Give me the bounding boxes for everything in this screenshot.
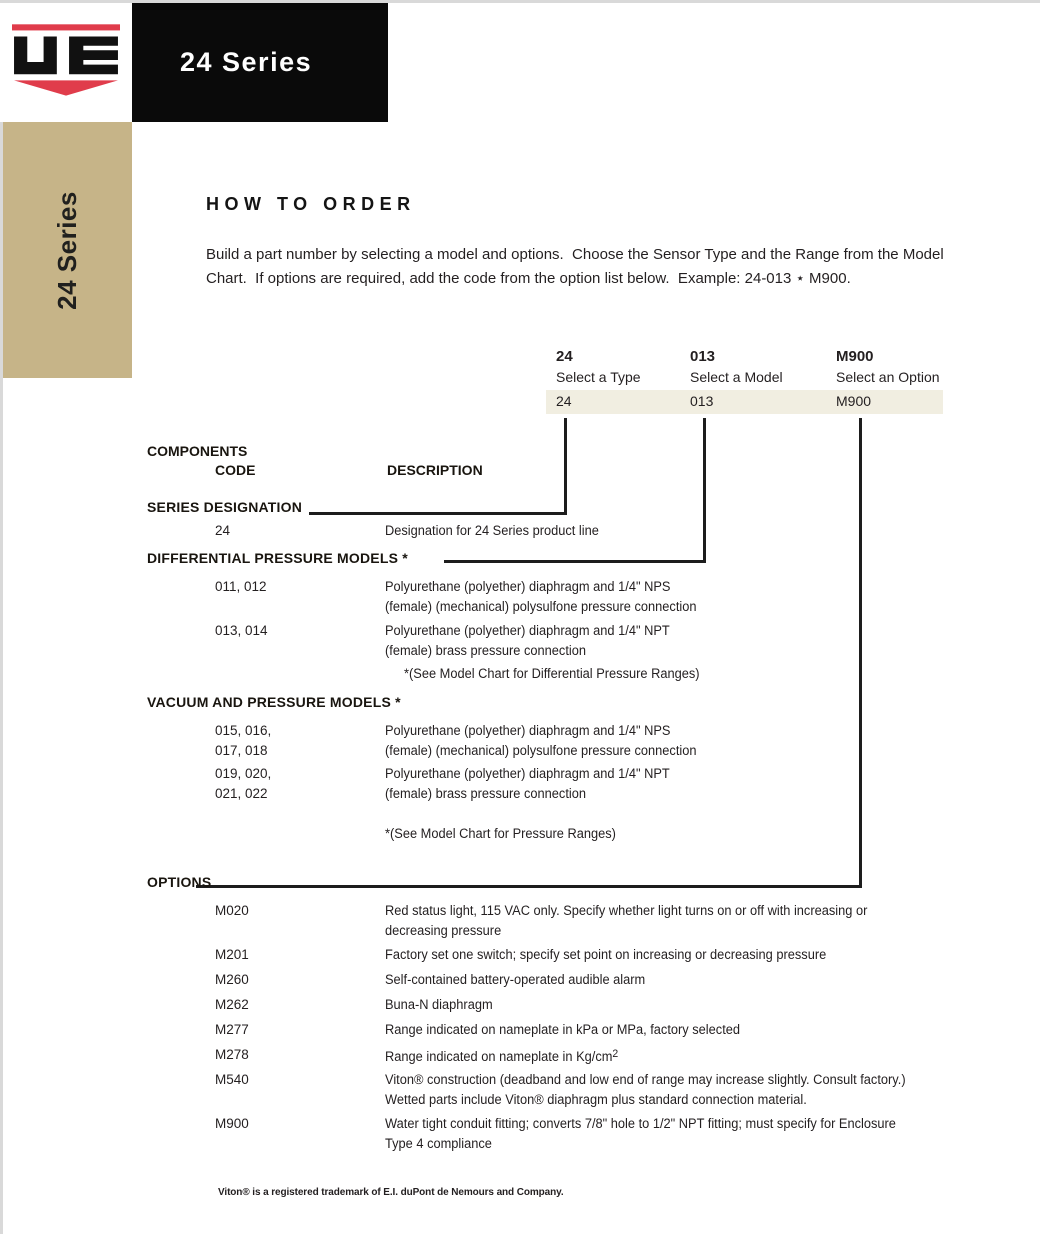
code-cell: M020 [215, 903, 249, 918]
description-cell: Factory set one switch; specify set point on increasing or decreasing pressure [385, 947, 827, 962]
connector-series-hline [309, 512, 567, 515]
code-cell: M262 [215, 997, 249, 1012]
code-cell: M278 [215, 1047, 249, 1062]
column-header-code: CODE [215, 462, 256, 478]
column-header-components: COMPONENTS [147, 443, 248, 459]
intro-line-1: Build a part number by selecting a model and options. Choose the Sensor Type and the Range from the Model [206, 246, 944, 263]
selector-type-code: 24 [556, 348, 573, 365]
logo-box [0, 3, 132, 122]
intro-paragraph [206, 243, 944, 291]
section-title-differential: DIFFERENTIAL PRESSURE MODELS * [147, 550, 408, 566]
ue-logo-icon [12, 24, 120, 98]
connector-option-vline [859, 418, 862, 888]
selector-model-value: 013 [690, 393, 714, 409]
connector-model-vline [703, 418, 706, 563]
section-title-options: OPTIONS [147, 874, 212, 890]
description-cell: Self-contained battery-operated audible alarm [385, 972, 646, 987]
selector-option-code: M900 [836, 348, 874, 365]
description-cell: Polyurethane (polyether) diaphragm and 1/4" NPS (female) (mechanical) polysulfone pressure connection [385, 723, 697, 758]
code-cell: 24 [215, 523, 231, 538]
selector-type-value: 24 [556, 393, 572, 409]
description-cell: Range indicated on nameplate in kPa or MPa, factory selected [385, 1022, 741, 1037]
trademark-note: Viton® is a registered trademark of E.I. duPont de Nemours and Company. [218, 1187, 564, 1198]
sidebar-series-tab [3, 122, 132, 378]
description-cell: Polyurethane (polyether) diaphragm and 1/4" NPT (female) brass pressure connection [385, 766, 670, 801]
description-cell: Polyurethane (polyether) diaphragm and 1/4" NPT (female) brass pressure connection [385, 623, 670, 658]
description-cell: Polyurethane (polyether) diaphragm and 1/4" NPS (female) (mechanical) polysulfone pressure connection [385, 579, 697, 614]
superscript-2: 2 [612, 1048, 619, 1060]
series-banner [132, 3, 388, 122]
selector-value-band [546, 390, 943, 414]
code-cell: 011, 012 [215, 579, 267, 594]
sidebar-series-label: 24 Series [52, 190, 82, 310]
differential-footnote: *(See Model Chart for Differential Pressure Ranges) [404, 666, 700, 681]
column-header-description: DESCRIPTION [387, 462, 483, 478]
intro-line-2: Chart. If options are required, add the code from the option list below. Example: 24-013 ⋆ M900. [206, 270, 851, 287]
selector-model-label: Select a Model [690, 369, 783, 385]
code-cell: 019, 020, 021, 022 [215, 766, 272, 801]
code-cell: M277 [215, 1022, 249, 1037]
code-cell: M201 [215, 947, 249, 962]
selector-model-code: 013 [690, 348, 716, 365]
description-cell: Viton® construction (deadband and low end of range may increase slightly. Consult factory.) Wetted parts include Viton® diaphragm plus standard connection material. [385, 1072, 906, 1107]
description-cell: Range indicated on nameplate in $Kg/cm^2$ [385, 1048, 619, 1064]
selector-option-label: Select an Option [836, 369, 940, 385]
code-cell: M540 [215, 1072, 249, 1087]
description-cell: Red status light, 115 VAC only. Specify whether light turns on or off with increasing or decreasing pressure [385, 903, 868, 938]
description-cell: Designation for 24 Series product line [385, 523, 599, 538]
selector-type-label: Select a Type [556, 369, 641, 385]
section-title-series-designation: SERIES DESIGNATION [147, 499, 303, 515]
banner-title: 24 Series [180, 47, 313, 77]
description-cell: Water tight conduit fitting; converts 7/8" hole to 1/2" NPT fitting; must specify for Enclosure Type 4 compliance [385, 1116, 896, 1151]
description-cell: Buna-N diaphragm [385, 997, 493, 1012]
code-cell: M260 [215, 972, 249, 987]
code-cell: 013, 014 [215, 623, 268, 638]
connector-type-vline [564, 418, 567, 515]
code-cell: 015, 016, 017, 018 [215, 723, 272, 758]
section-title-vacuum: VACUUM AND PRESSURE MODELS * [147, 694, 401, 710]
code-cell: M900 [215, 1116, 249, 1131]
selector-option-value: M900 [836, 393, 872, 409]
vacuum-footnote: *(See Model Chart for Pressure Ranges) [385, 826, 616, 841]
page-title: HOW TO ORDER [206, 194, 416, 214]
connector-options-hline [196, 885, 862, 888]
connector-differential-hline [444, 560, 706, 563]
